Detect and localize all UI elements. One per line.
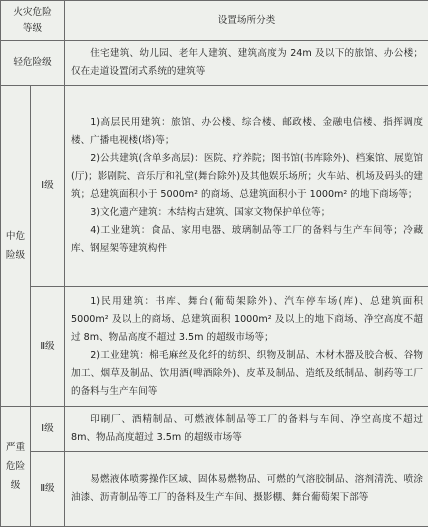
medium-hazard-level1-row <box>1 86 428 287</box>
header-level-line2: 等级 <box>1 21 64 37</box>
medium-hazard-level2-row <box>1 287 428 407</box>
severe-level2-content <box>65 452 428 527</box>
severe-level1-label: Ⅰ级 <box>31 407 65 452</box>
medium-level1-item: 3)文化遗产建筑：木结构古建筑、国家文物保护单位等； <box>71 204 423 222</box>
severe-label-line2: 危险 <box>1 457 30 476</box>
light-hazard-content <box>65 41 428 86</box>
severe-hazard-level2-row <box>1 452 428 527</box>
severe-hazard-level1-row <box>1 407 428 452</box>
severe-level2-text: 易燃液体喷雾操作区域、固体易燃物品、可燃的气溶胶制品、溶剂清洗、喷涂油漆、沥青制品等工厂的备料及生产车间、摄影棚、舞台葡萄架下部等 <box>71 471 423 507</box>
header-level-line1: 火灾危险 <box>1 5 64 21</box>
light-hazard-label: 轻危险级 <box>1 41 65 86</box>
medium-level1-label: Ⅰ级 <box>31 86 65 287</box>
severe-level1-text: 印刷厂、酒精制品、可燃液体制品等工厂的备料与车间、净空高度不超过 8m、物品高度超过 3.5m 的超级市场等 <box>71 411 423 447</box>
medium-level2-item: 2)工业建筑：棉毛麻丝及化纤的纺织、织物及制品、木材木器及胶合板、谷物加工、烟草及制品、饮用酒(啤酒除外)、皮革及制品、造纸及纸制品、制药等工厂的备料与生产车间等 <box>71 347 423 401</box>
medium-label-line1: 中危 <box>1 227 30 246</box>
light-hazard-row <box>1 41 428 86</box>
severe-hazard-label <box>1 407 31 527</box>
medium-level1-item: 2)公共建筑(含单多高层)：医院、疗养院；图书馆(书库除外)、档案馆、展览馆(厅)；影剧院、音乐厅和礼堂(舞台除外)及其他娱乐场所；火车站、机场及码头的建筑；总建筑面积小于 5000m² 的商场、总建筑面积小于 1000m² 的地下商场等； <box>71 150 423 204</box>
medium-level1-item: 4)工业建筑：食品、家用电器、玻璃制品等工厂的备料与生产车间等；冷藏库、钢屋架等建筑构件 <box>71 222 423 258</box>
table-header-row <box>1 1 428 41</box>
medium-label-line2: 险级 <box>1 246 30 265</box>
medium-level1-item: 1)高层民用建筑：旅馆、办公楼、综合楼、邮政楼、金融电信楼、指挥调度楼、广播电视楼(塔)等； <box>71 114 423 150</box>
severe-level1-content <box>65 407 428 452</box>
severe-label-line3: 级 <box>1 476 30 495</box>
medium-level2-label: Ⅱ级 <box>31 287 65 407</box>
severe-label-line1: 严重 <box>1 438 30 457</box>
medium-level2-item: 1)民用建筑：书库、舞台(葡萄架除外)、汽车停车场(库)、总建筑面积 5000m² 及以上的商场、总建筑面积 1000m² 及以上的地下商场、净空高度不超过 8m、物品高度不超过 3.5m 的超级市场等； <box>71 293 423 347</box>
medium-level2-content <box>65 287 428 407</box>
medium-level1-content <box>65 86 428 287</box>
medium-hazard-label <box>1 86 31 407</box>
severe-level2-label: Ⅱ级 <box>31 452 65 527</box>
header-place-class-cell: 设置场所分类 <box>65 1 428 41</box>
light-hazard-text: 住宅建筑、幼儿园、老年人建筑、建筑高度为 24m 及以下的旅馆、办公楼；仅在走道设置闭式系统的建筑等 <box>71 45 423 81</box>
header-hazard-level-cell <box>1 1 65 41</box>
